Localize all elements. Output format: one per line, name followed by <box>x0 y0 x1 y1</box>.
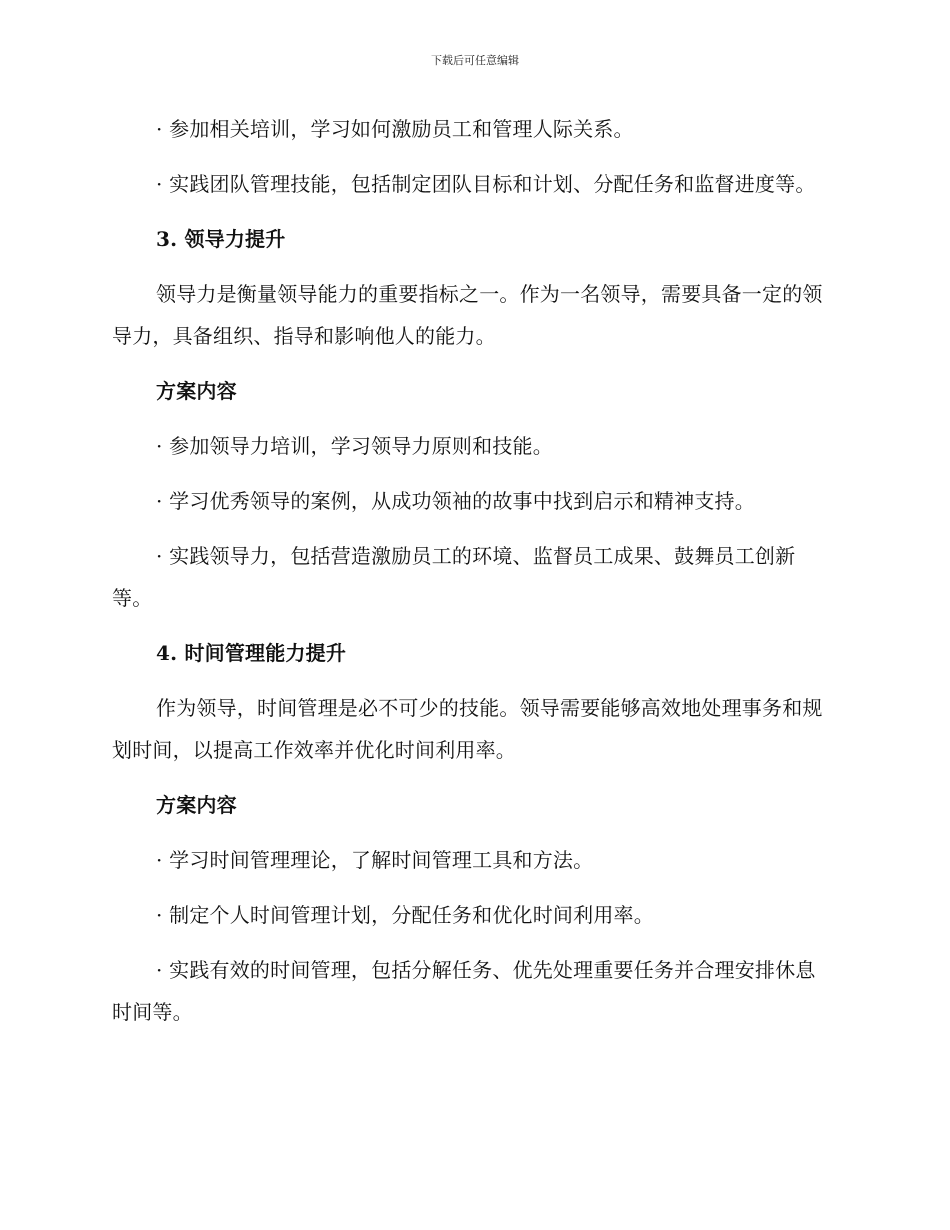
spacer <box>112 150 834 163</box>
bullet-leadership-cases: · 学习优秀领导的案例，从成功领袖的故事中找到启示和精神支持。 <box>156 489 755 513</box>
spacer <box>112 881 834 894</box>
spacer <box>112 412 834 425</box>
spacer <box>112 674 834 687</box>
spacer <box>112 619 834 632</box>
bullet-leadership-training: · 参加领导力培训，学习领导力原则和技能。 <box>156 434 553 458</box>
section-heading-time-management: 4. 时间管理能力提升 <box>156 641 347 665</box>
document-body <box>112 108 834 1033</box>
page-header: 下载后可任意编辑 <box>431 54 519 67</box>
section-heading-leadership: 3. 领导力提升 <box>156 227 286 251</box>
bullet-time-theory: · 学习时间管理理论，了解时间管理工具和方法。 <box>156 848 594 872</box>
spacer <box>112 205 834 218</box>
bullet-leadership-practice: · 实践领导力，包括营造激励员工的环境、监督员工成果、鼓舞员工创新等。 <box>112 544 796 610</box>
spacer <box>112 771 834 784</box>
bullet-time-practice: · 实践有效的时间管理，包括分解任务、优先处理重要任务并合理安排休息时间等。 <box>112 958 816 1024</box>
bullet-team-management-practice: · 实践团队管理技能，包括制定团队目标和计划、分配任务和监督进度等。 <box>156 172 816 196</box>
subheading-plan-content: 方案内容 <box>156 379 237 403</box>
spacer <box>112 936 834 949</box>
spacer <box>112 522 834 535</box>
spacer <box>112 260 834 273</box>
time-management-intro-paragraph: 作为领导，时间管理是必不可少的技能。领导需要能够高效地处理事务和规划时间，以提高工作效率并优化时间利用率。 <box>112 696 823 762</box>
leadership-intro-paragraph: 领导力是衡量领导能力的重要指标之一。作为一名领导，需要具备一定的领导力，具备组织、指导和影响他人的能力。 <box>112 282 823 348</box>
spacer <box>112 467 834 480</box>
bullet-training-motivation: · 参加相关培训，学习如何激励员工和管理人际关系。 <box>156 117 634 141</box>
spacer <box>112 826 834 839</box>
spacer <box>112 357 834 370</box>
bullet-time-plan: · 制定个人时间管理计划，分配任务和优化时间利用率。 <box>156 903 654 927</box>
subheading-plan-content: 方案内容 <box>156 793 237 817</box>
